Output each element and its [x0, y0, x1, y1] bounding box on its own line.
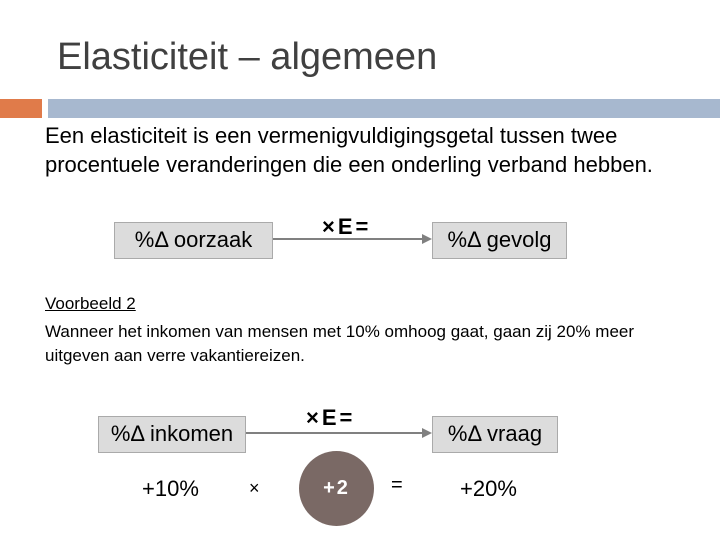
income-box: %Δ inkomen [98, 416, 246, 453]
effect-box: %Δ gevolg [432, 222, 567, 259]
example-heading: Voorbeeld 2 [45, 294, 136, 313]
calc-multiply-sign: × [249, 478, 260, 498]
elasticity-value: +2 [323, 477, 350, 499]
example-paragraph: Wanneer het inkomen van mensen met 10% omhoog gaat, gaan zij 20% meer uitgeven aan verre vakantiereizen. [45, 322, 635, 365]
example-elasticity-label: ×E= [306, 405, 356, 430]
arrow-head-example [422, 428, 432, 438]
calc-input-percentage: +10% [142, 476, 199, 501]
arrow-head-general [422, 234, 432, 244]
elasticity-value-circle [299, 451, 374, 526]
elasticity-label: ×E= [322, 214, 372, 239]
intro-paragraph: Een elasticiteit is een vermenigvuldigingsgetal tussen twee procentuele veranderingen die een onderling verband hebben. [45, 123, 653, 177]
cause-box: %Δ oorzaak [114, 222, 273, 259]
slide-title: Elasticiteit – algemeen [57, 36, 438, 78]
demand-box: %Δ vraag [432, 416, 558, 453]
calc-equals-sign: = [391, 474, 403, 496]
calc-result-percentage: +20% [460, 476, 517, 501]
